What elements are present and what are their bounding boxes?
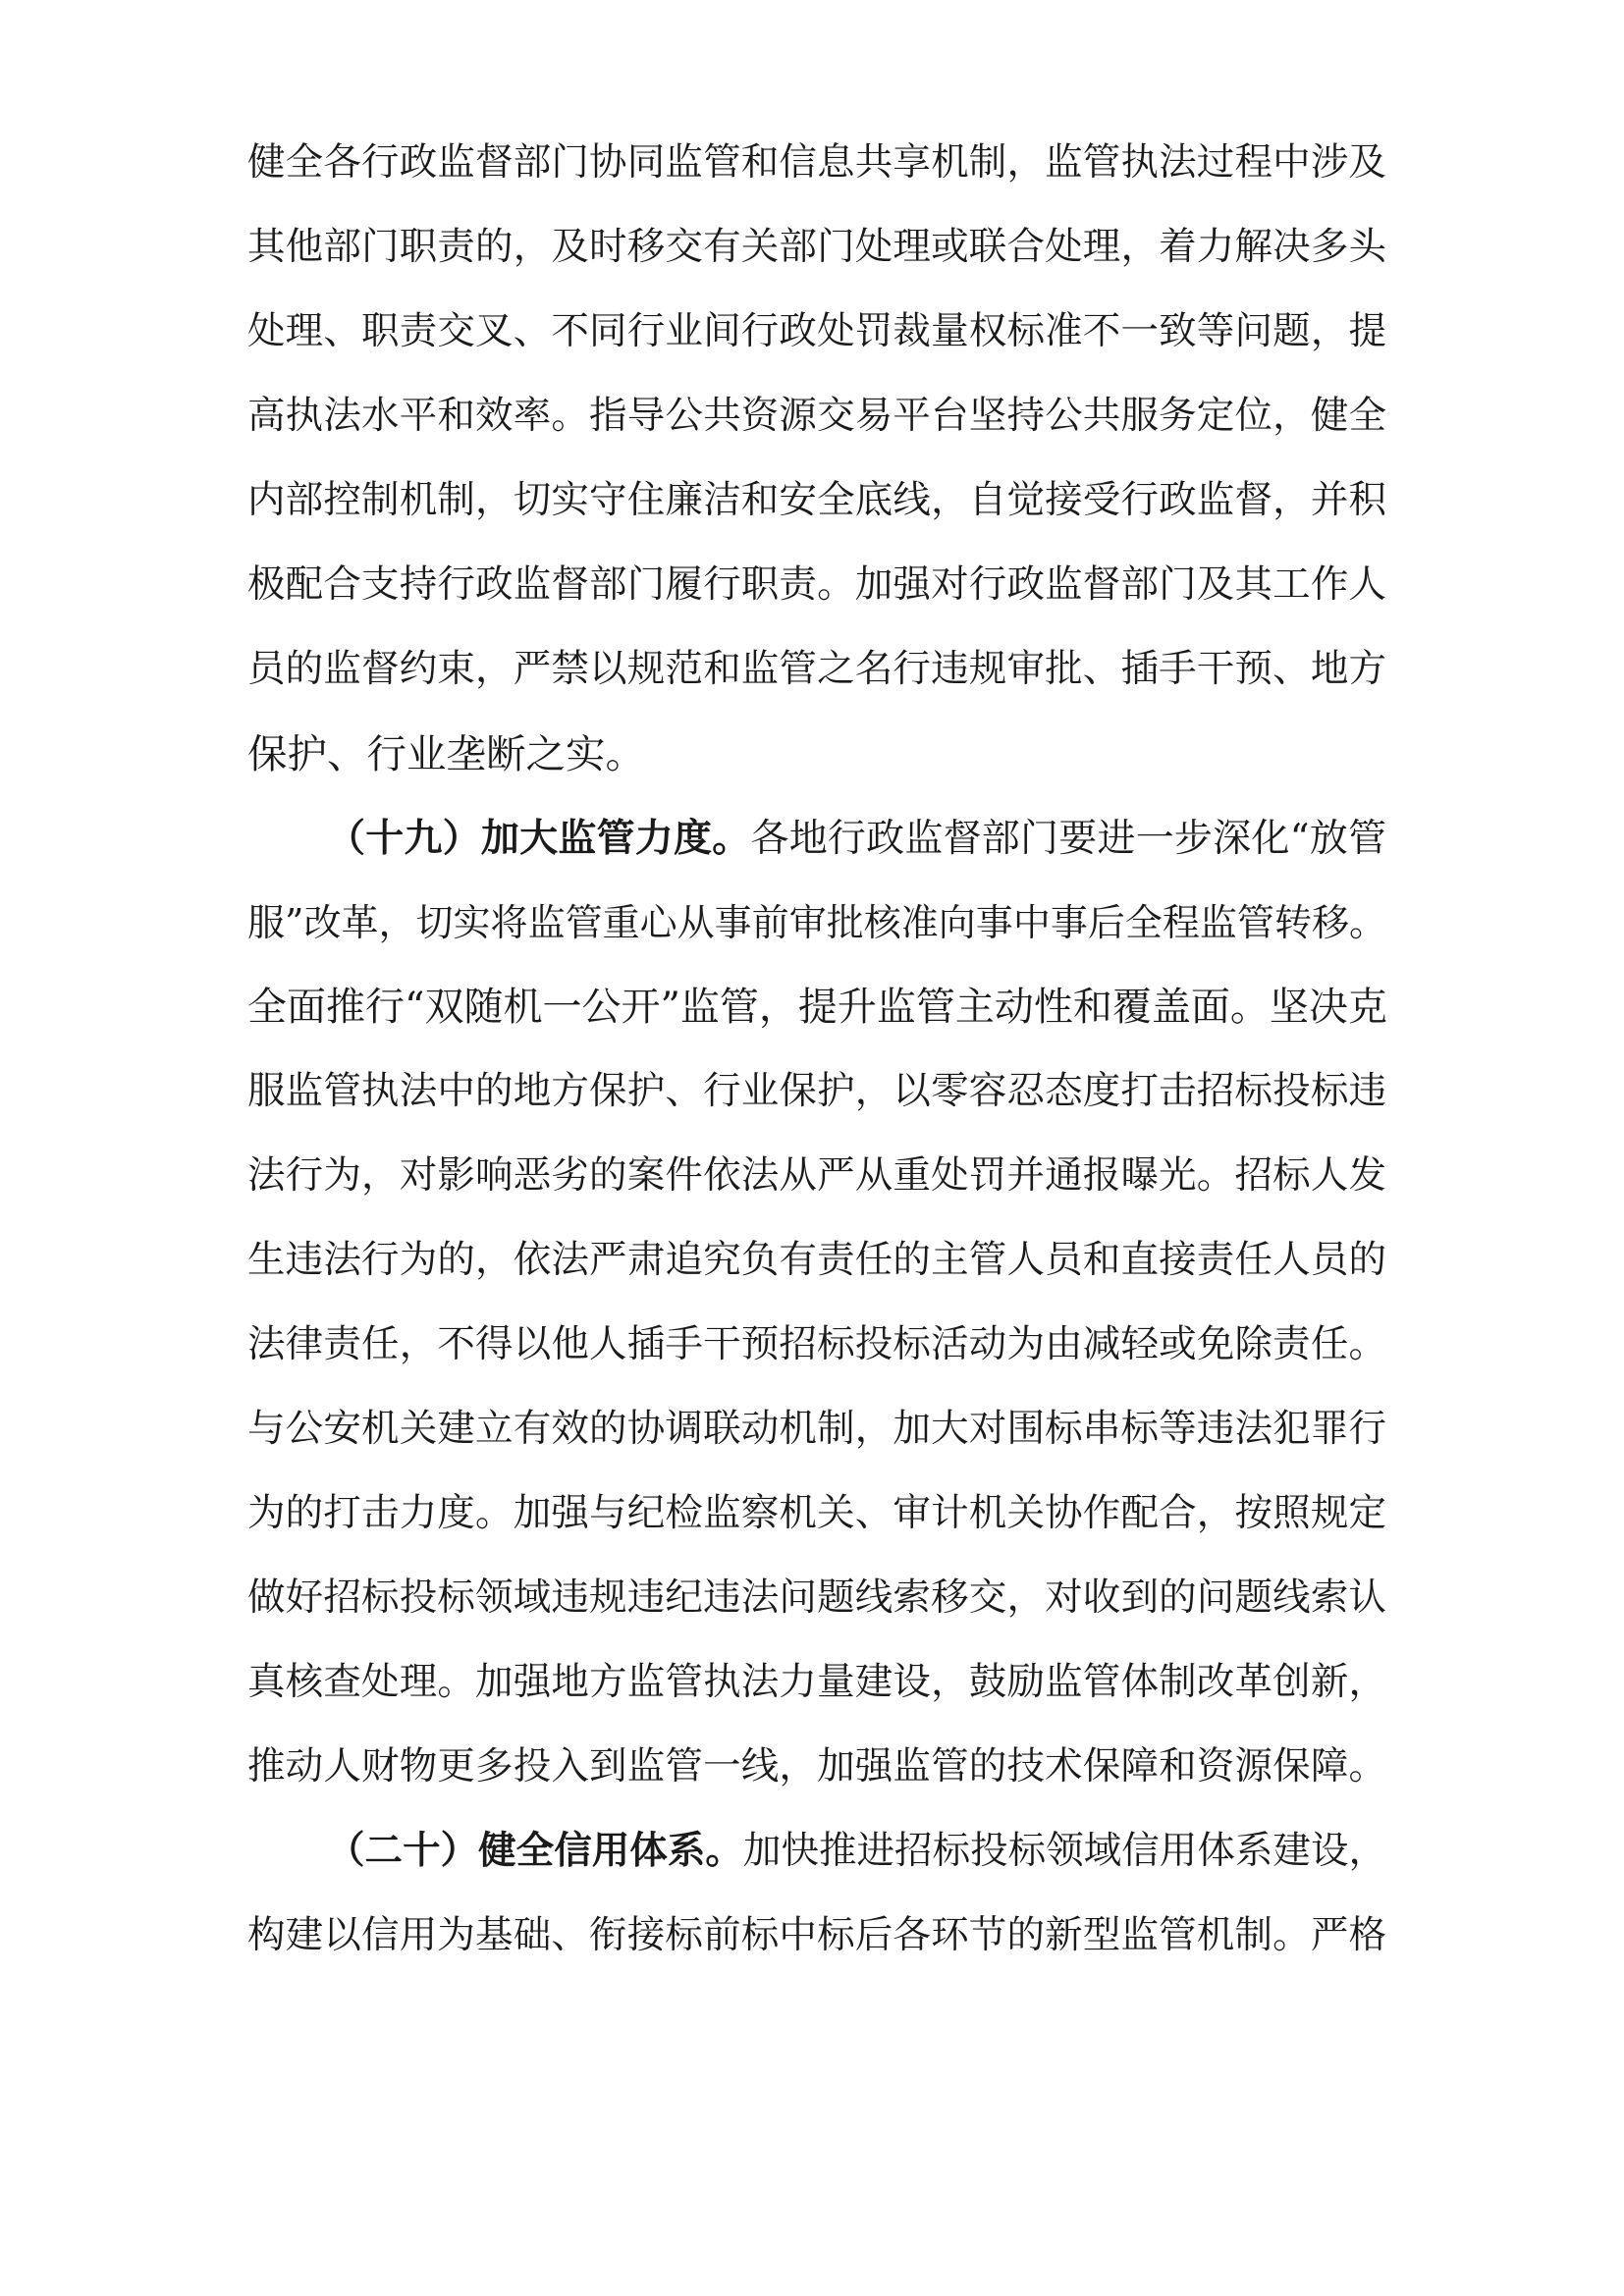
paragraph-2-line-10: 做好招标投标领域违规违纪违法问题线索移交，对收到的问题线索认 bbox=[247, 1575, 1386, 1620]
paragraph-3-heading: （二十）健全信用体系。 bbox=[327, 1829, 743, 1873]
paragraph-2-line-12: 推动人财物更多投入到监管一线，加强监管的技术保障和资源保障。 bbox=[247, 1744, 1386, 1789]
paragraph-2-heading: （十九）加大监管力度。 bbox=[327, 816, 751, 861]
paragraph-1-line-7: 员的监督约束，严禁以规范和监管之名行违规审批、插手干预、地方 bbox=[247, 647, 1386, 691]
paragraph-1-line-8: 保护、行业垄断之实。 bbox=[247, 730, 645, 777]
paragraph-1-line-4: 高执法水平和效率。指导公共资源交易平台坚持公共服务定位，健全 bbox=[247, 394, 1386, 438]
paragraph-1-line-5: 内部控制机制，切实守住廉洁和安全底线，自觉接受行政监督，并积 bbox=[247, 478, 1386, 522]
paragraph-1-line-1: 健全各行政监督部门协同监管和信息共享机制，监管执法过程中涉及 bbox=[247, 140, 1386, 185]
paragraph-2-line-1-text: 各地行政监督部门要进一步深化“放管 bbox=[750, 817, 1386, 861]
paragraph-3-line-1-text: 加快推进招标投标领域信用体系建设， bbox=[742, 1829, 1386, 1873]
paragraph-1-line-6: 极配合支持行政监督部门履行职责。加强对行政监督部门及其工作人 bbox=[247, 562, 1386, 607]
paragraph-1-line-3: 处理、职责交叉、不同行业间行政处罚裁量权标准不一致等问题，提 bbox=[247, 309, 1386, 353]
paragraph-2-line-11: 真核查处理。加强地方监管执法力量建设，鼓励监管体制改革创新， bbox=[247, 1660, 1386, 1704]
paragraph-3-line-1 bbox=[327, 1822, 1386, 1881]
paragraph-2-line-8: 与公安机关建立有效的协调联动机制，加大对围标串标等违法犯罪行 bbox=[247, 1407, 1386, 1451]
paragraph-2-line-5: 法行为，对影响恶劣的案件依法从严从重处罚并通报曝光。招标人发 bbox=[247, 1153, 1386, 1198]
paragraph-2-line-6: 生违法行为的，依法严肃追究负有责任的主管人员和直接责任人员的 bbox=[247, 1238, 1386, 1282]
paragraph-2-line-9: 为的打击力度。加强与纪检监察机关、审计机关协作配合，按照规定 bbox=[247, 1491, 1386, 1535]
paragraph-2-line-1 bbox=[327, 809, 1386, 868]
paragraph-3-line-2: 构建以信用为基础、衔接标前标中标后各环节的新型监管机制。严格 bbox=[247, 1913, 1386, 1957]
paragraph-1-line-2: 其他部门职责的，及时移交有关部门处理或联合处理，着力解决多头 bbox=[247, 225, 1386, 269]
paragraph-2-line-4: 服监管执法中的地方保护、行业保护，以零容忍态度打击招标投标违 bbox=[247, 1069, 1386, 1113]
paragraph-2-line-3: 全面推行“双随机一公开”监管，提升监管主动性和覆盖面。坚决克 bbox=[247, 985, 1387, 1030]
paragraph-2-line-2: 服”改革，切实将监管重心从事前审批核准向事中事后全程监管转移。 bbox=[247, 901, 1386, 944]
paragraph-2-line-7: 法律责任，不得以他人插手干预招标投标活动为由减轻或免除责任。 bbox=[247, 1322, 1386, 1366]
